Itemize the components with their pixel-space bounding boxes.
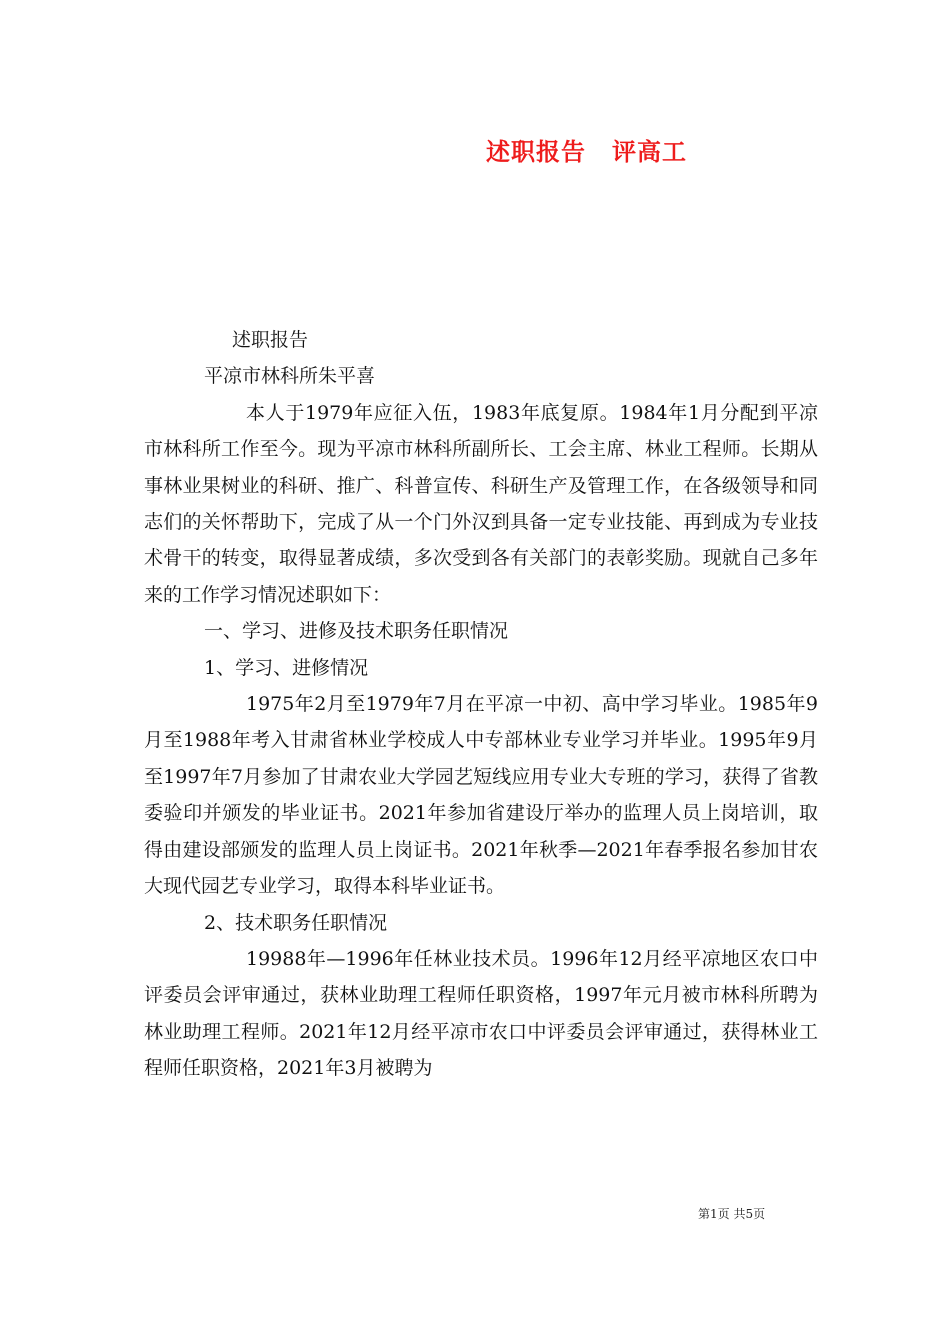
report-heading: 述职报告 xyxy=(232,329,309,351)
author-line: 平凉市林科所朱平喜 xyxy=(204,365,376,388)
intro-paragraph: 本人于1979年应征入伍，1983年底复原。1984年1月分配到平凉市林科所工作至今。现为平凉市林科所副所长、工会主席、林业工程师。长期从事林业果树业的科研、推广、科普宣传、科研生产及管理工作，在各级领导和同志们的关怀帮助下，完成了从一个门外汉到具备一定专业技能、再到成为专业技术骨干的转变，取得显著成绩，多次受到各有关部门的表彰奖励。现就自己多年来的工作学习情况述职如下： xyxy=(144,401,818,606)
subsection-heading-1: 1、学习、进修情况 xyxy=(204,656,369,679)
page-number-footer: 第1页 共5页 xyxy=(698,1207,766,1221)
study-paragraph: 1975年2月至1979年7月在平凉一中初、高中学习毕业。1985年9月至1988年考入甘肃省林业学校成人中专部林业专业学习并毕业。1995年9月至1997年7月参加了甘肃农业大学园艺短线应用专业大专班的学习，获得了省教委验印并颁发的毕业证书。2021年参加省建设厅举办的监理人员上岗培训，取得由建设部颁发的监理人员上岗证书。2021年秋季—2021年春季报名参加甘农大现代园艺专业学习，取得本科毕业证书。 xyxy=(144,693,818,898)
title-part-1: 述职报告 xyxy=(486,137,586,166)
document-body xyxy=(144,322,818,1087)
section-heading-1: 一、学习、进修及技术职务任职情况 xyxy=(204,620,509,643)
document-title xyxy=(486,132,687,167)
title-part-2: 评高工 xyxy=(612,137,687,166)
position-paragraph: 19988年—1996年任林业技术员。1996年12月经平凉地区农口中评委员会评审通过，获林业助理工程师任职资格，1997年元月被市林科所聘为林业助理工程师。2021年12月经平凉市农口中评委员会评审通过，获得林业工程师任职资格，2021年3月被聘为 xyxy=(144,947,818,1080)
subsection-heading-2: 2、技术职务任职情况 xyxy=(204,911,388,934)
